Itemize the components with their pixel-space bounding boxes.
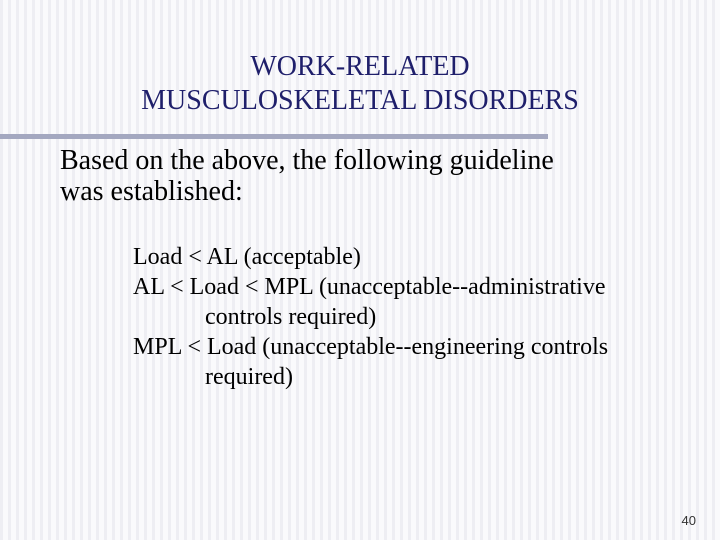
page-number: 40 bbox=[681, 513, 696, 528]
guideline-item-administrative bbox=[133, 272, 713, 332]
guideline-list bbox=[133, 242, 713, 392]
guideline-item-text: AL < Load < MPL (unacceptable--administrative bbox=[133, 274, 606, 300]
guideline-item-acceptable bbox=[133, 242, 713, 272]
slide-title-line-2: MUSCULOSKELETAL DISORDERS bbox=[141, 85, 579, 116]
guideline-item-continuation: controls required) bbox=[205, 304, 377, 330]
body-line-2: was established: bbox=[60, 176, 243, 207]
body-line-1: Based on the above, the following guideline bbox=[60, 145, 554, 176]
guideline-item-text: MPL < Load (unacceptable--engineering controls bbox=[133, 334, 609, 360]
guideline-item-text: Load < AL (acceptable) bbox=[133, 244, 361, 270]
guideline-item-engineering bbox=[133, 332, 713, 392]
guideline-item-continuation: required) bbox=[205, 364, 293, 390]
title-divider bbox=[0, 134, 548, 139]
slide-title bbox=[0, 50, 720, 118]
slide-title-line-1: WORK-RELATED bbox=[250, 51, 470, 82]
body-paragraph bbox=[60, 145, 680, 207]
